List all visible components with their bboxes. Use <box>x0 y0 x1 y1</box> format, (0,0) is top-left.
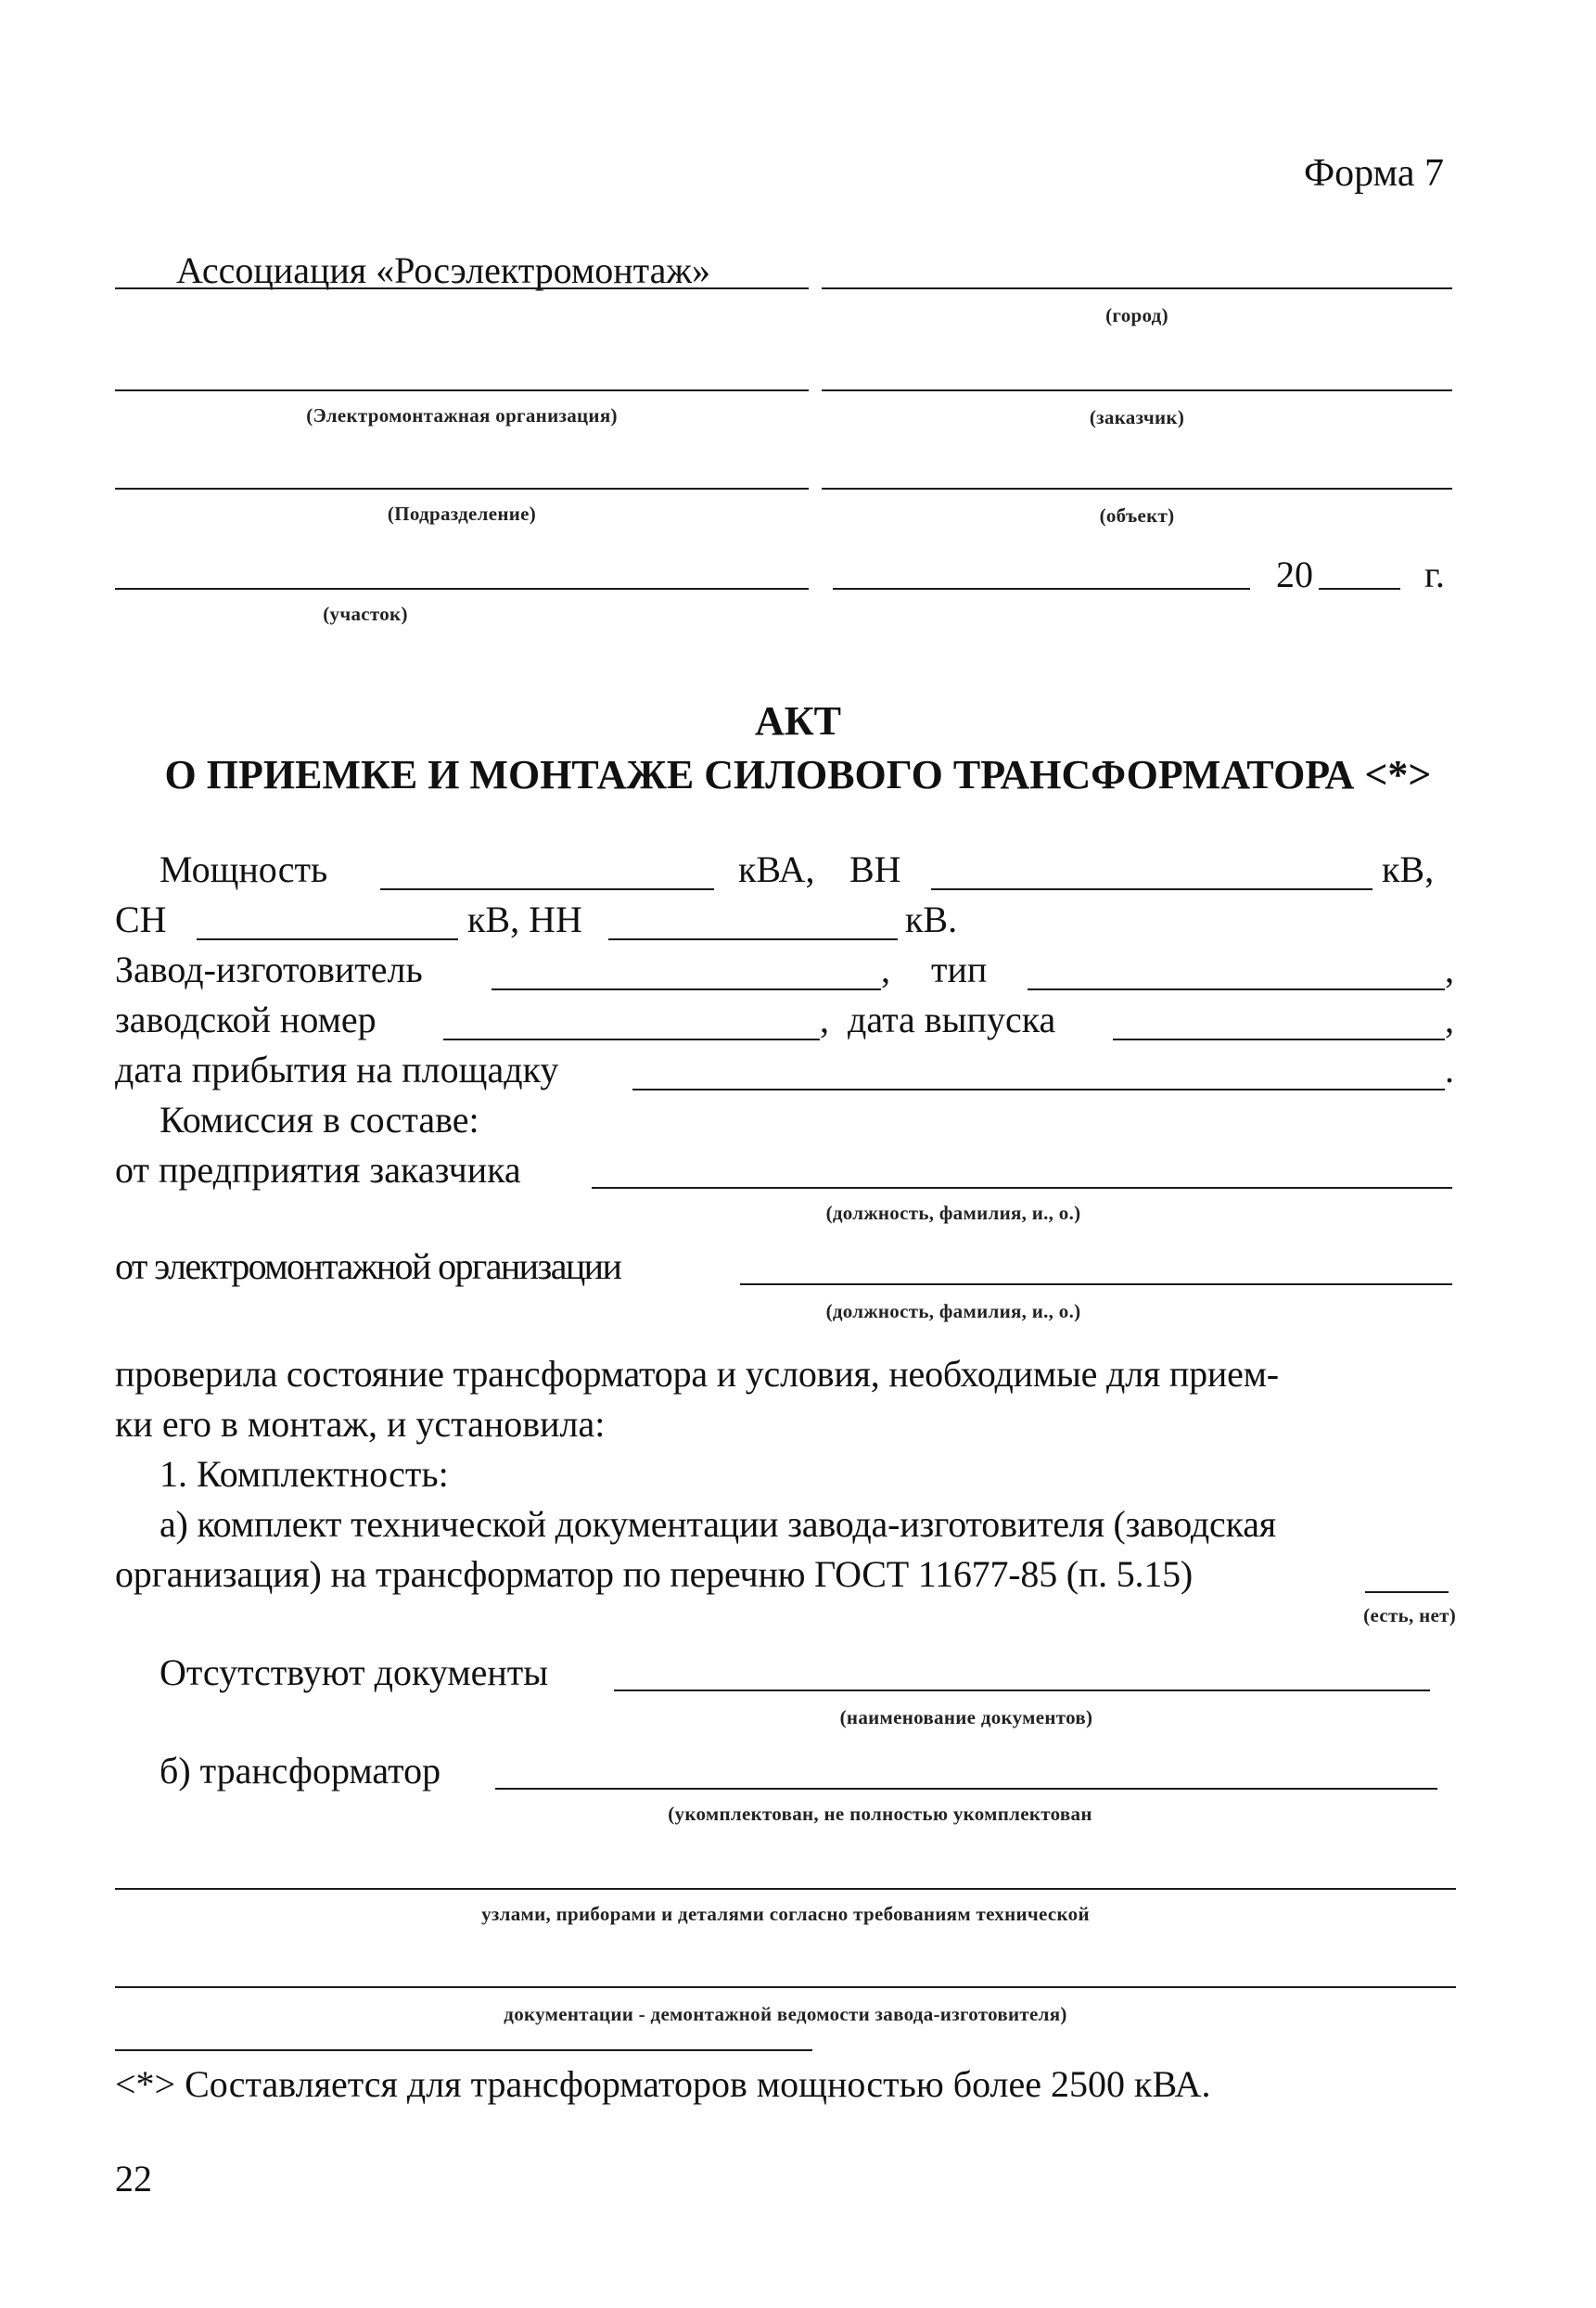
arrival-field[interactable] <box>632 1089 1445 1090</box>
para1-line1: проверила состояние трансформатора и условия, необходимые для прием- <box>115 1353 1279 1395</box>
caption-object: (объект) <box>1099 504 1175 527</box>
caption-complete: (укомплектован, не полностью укомплектован <box>668 1803 1092 1825</box>
nn-field[interactable] <box>608 938 898 940</box>
caption-org: (Электромонтажная организация) <box>306 404 618 427</box>
footnote-text: <*> Составляется для трансформаторов мощностью более 2500 кВА. <box>115 2063 1211 2105</box>
caption-section: (участок) <box>323 603 408 625</box>
caption-doc-names: (наименование документов) <box>839 1706 1093 1728</box>
caption-division: (Подразделение) <box>387 503 537 525</box>
caption-position-1: (должность, фамилия, и., о.) <box>825 1202 1081 1224</box>
nn-unit: кВ. <box>905 899 958 940</box>
object-line[interactable] <box>822 488 1452 490</box>
manufacturer-comma: , <box>881 949 890 990</box>
vn-field[interactable] <box>931 888 1373 890</box>
docs-vedomost-field[interactable] <box>115 1986 1456 1988</box>
arrival-label: дата прибытия на площадку <box>115 1049 559 1090</box>
serial-comma: , <box>820 999 829 1040</box>
release-comma: , <box>1445 999 1454 1040</box>
sn-field[interactable] <box>197 938 458 940</box>
caption-customer: (заказчик) <box>1089 406 1185 428</box>
type-field[interactable] <box>1028 988 1445 990</box>
serial-field[interactable] <box>443 1039 820 1040</box>
org-line[interactable] <box>115 389 809 391</box>
association-line <box>115 287 809 289</box>
commission-label: Комиссия в составе: <box>160 1099 479 1141</box>
kva-unit: кВА, <box>738 848 815 890</box>
from-customer-label: от предприятия заказчика <box>115 1149 521 1191</box>
date-line[interactable] <box>833 588 1250 590</box>
type-label: тип <box>931 949 988 990</box>
section-line[interactable] <box>115 588 809 590</box>
footnote-separator <box>115 2049 812 2051</box>
gost-field[interactable] <box>1365 1591 1449 1593</box>
missing-docs-field[interactable] <box>614 1690 1430 1691</box>
caption-nodes: узлами, приборами и деталями согласно требованиям технической <box>481 1903 1090 1925</box>
item-a-line1: а) комплект технической документации завода-изготовителя (заводская <box>160 1503 1276 1545</box>
manufacturer-field[interactable] <box>492 988 881 990</box>
missing-docs-label: Отсутствуют документы <box>160 1651 549 1693</box>
city-line[interactable] <box>822 287 1452 289</box>
from-org-field[interactable] <box>740 1283 1452 1285</box>
year-suffix: г. <box>1424 554 1445 595</box>
serial-label: заводской номер <box>115 999 377 1040</box>
para1-line2: ки его в монтаж, и установила: <box>115 1403 606 1445</box>
year-line[interactable] <box>1319 588 1400 590</box>
form-label: Форма 7 <box>1304 152 1444 195</box>
from-customer-field[interactable] <box>592 1187 1452 1189</box>
division-line[interactable] <box>115 488 809 490</box>
customer-line[interactable] <box>822 389 1452 391</box>
vn-unit: кВ, <box>1382 848 1435 890</box>
item-a-line2: организация) на трансформатор по перечню ГОСТ 11677-85 (п. 5.15) <box>115 1553 1194 1595</box>
from-org-label: от электромонтажной организации <box>115 1245 621 1287</box>
year-prefix: 20 <box>1276 554 1313 595</box>
item-1: 1. Комплектность: <box>160 1453 449 1495</box>
power-field[interactable] <box>380 888 714 890</box>
vn-label: ВН <box>849 848 901 890</box>
type-comma: , <box>1445 949 1454 990</box>
caption-city: (город) <box>1105 304 1168 326</box>
association-name: Ассоциация «Росэлектромонтаж» <box>176 249 711 291</box>
power-label: Мощность <box>160 848 328 890</box>
item-b-label: б) трансформатор <box>160 1750 441 1792</box>
act-title: АКТ <box>754 698 842 744</box>
nodes-field[interactable] <box>115 1888 1456 1890</box>
arrival-dot: . <box>1445 1049 1454 1090</box>
page-number: 22 <box>115 2158 152 2200</box>
caption-position-2: (должность, фамилия, и., о.) <box>825 1300 1081 1322</box>
sn-label: СН <box>115 899 167 940</box>
act-subtitle: О ПРИЕМКЕ И МОНТАЖЕ СИЛОВОГО ТРАНСФОРМАТОРА <*> <box>164 752 1432 797</box>
caption-yes-no: (есть, нет) <box>1363 1604 1456 1626</box>
manufacturer-label: Завод-изготовитель <box>115 949 423 990</box>
release-field[interactable] <box>1113 1039 1445 1040</box>
sn-nn-unit: кВ, НН <box>467 899 582 940</box>
caption-docs-vedomost: документации - демонтажной ведомости завода-изготовителя) <box>504 2003 1067 2025</box>
release-label: дата выпуска <box>848 999 1056 1040</box>
item-b-field[interactable] <box>495 1788 1437 1790</box>
